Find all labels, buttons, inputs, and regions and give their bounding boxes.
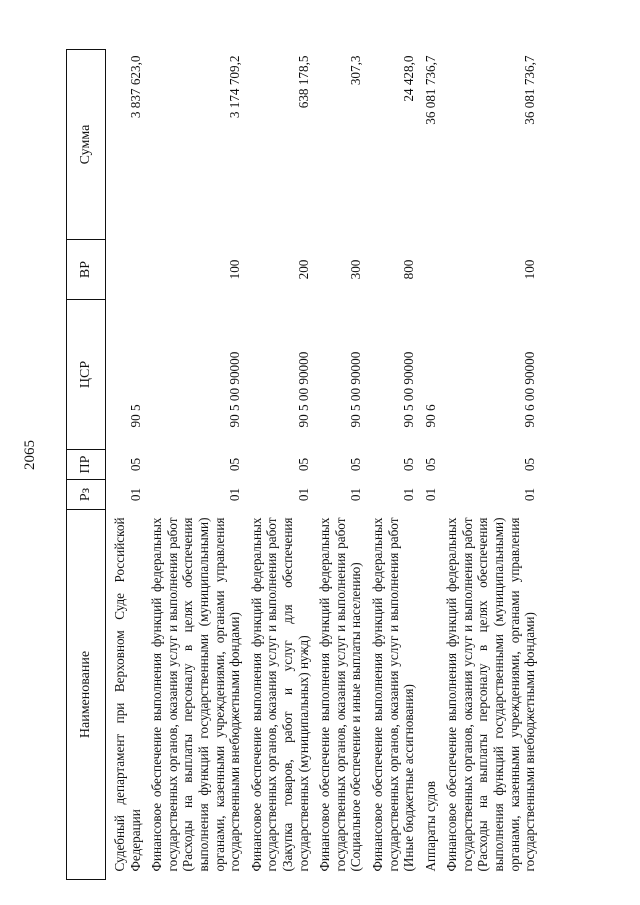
row-sum: 3 174 709,2 xyxy=(227,55,243,119)
row-name: Финансовое обеспечение выполнения функций федеральных государственных органов, оказания услуг и выполнения работ (Расходы на выплаты персоналу в целях обеспечения выполнения функций государственными (муниципальными) органами, казенными учреждениями, органами управления государственными внебюджетными фондами) xyxy=(149,517,243,872)
table-row xyxy=(442,50,542,880)
row-pr: 05 xyxy=(401,457,417,472)
table-row xyxy=(147,50,247,880)
budget-table xyxy=(66,49,542,880)
row-rz: 01 xyxy=(127,487,143,502)
row-name: Финансовое обеспечение выполнения функций федеральных государственных органов, оказания услуг и выполнения работ (Расходы на выплаты персоналу в целях обеспечения выполнения функций государственными (муниципальными) органами, казенными учреждениями, органами управления государственными внебюджетными фондами) xyxy=(444,517,538,872)
row-name: Финансовое обеспечение выполнения функций федеральных государственных органов, оказания услуг и выполнения работ (Закупка товаров, работ и услуг для обеспечения государственных (муниципальных) нужд) xyxy=(248,517,311,872)
table-row xyxy=(421,50,443,880)
row-rz: 01 xyxy=(295,487,311,502)
row-sum: 36 081 736,7 xyxy=(422,55,438,125)
row-rz: 01 xyxy=(348,487,364,502)
row-sum: 307,3 xyxy=(348,55,364,86)
row-sum: 638 178,5 xyxy=(295,55,311,109)
row-csr: 90 5 00 90000 xyxy=(348,351,364,428)
row-csr: 90 5 xyxy=(127,404,143,428)
row-pr: 05 xyxy=(227,457,243,472)
row-pr: 05 xyxy=(295,457,311,472)
row-name: Аппараты судов xyxy=(422,781,438,872)
header-rz: Рз xyxy=(67,480,106,510)
row-vr xyxy=(421,240,443,300)
row-pr: 05 xyxy=(522,457,538,472)
row-sum: 36 081 736,7 xyxy=(522,55,538,125)
row-sum: 3 837 623,0 xyxy=(127,55,143,119)
row-vr: 100 xyxy=(227,259,243,280)
row-name: Судебный департамент при Верховном Суде Российской Федерации xyxy=(112,517,143,872)
table-row xyxy=(315,50,368,880)
header-csr: ЦСР xyxy=(67,300,106,450)
header-sum: Сумма xyxy=(67,50,106,240)
row-csr: 90 5 00 90000 xyxy=(401,351,417,428)
header-vr: ВР xyxy=(67,240,106,300)
header-name: Наименование xyxy=(67,510,106,880)
row-vr: 800 xyxy=(401,259,417,280)
row-name: Финансовое обеспечение выполнения функций федеральных государственных органов, оказания услуг и выполнения работ (Социальное обеспечение и иные выплаты населению) xyxy=(317,517,364,872)
row-vr xyxy=(106,240,148,300)
row-rz: 01 xyxy=(401,487,417,502)
row-vr: 200 xyxy=(295,259,311,280)
header-pr: ПР xyxy=(67,450,106,480)
row-csr: 90 6 xyxy=(422,404,438,428)
table-row xyxy=(368,50,421,880)
row-csr: 90 6 00 90000 xyxy=(522,351,538,428)
row-pr: 05 xyxy=(348,457,364,472)
row-pr: 05 xyxy=(422,457,438,472)
page-number: 2065 xyxy=(22,440,38,470)
row-vr: 100 xyxy=(522,259,538,280)
row-rz: 01 xyxy=(422,487,438,502)
table-header-row xyxy=(67,50,106,880)
row-rz: 01 xyxy=(227,487,243,502)
table-row xyxy=(106,50,148,880)
row-vr: 300 xyxy=(348,259,364,280)
row-sum: 24 428,0 xyxy=(401,55,417,102)
table-row xyxy=(247,50,315,880)
row-csr: 90 5 00 90000 xyxy=(227,351,243,428)
row-pr: 05 xyxy=(127,457,143,472)
row-rz: 01 xyxy=(522,487,538,502)
row-csr: 90 5 00 90000 xyxy=(295,351,311,428)
row-name: Финансовое обеспечение выполнения функций федеральных государственных органов, оказания услуг и выполнения работ (Иные бюджетные ассигнования) xyxy=(369,517,417,872)
rotated-budget-table xyxy=(66,50,602,880)
